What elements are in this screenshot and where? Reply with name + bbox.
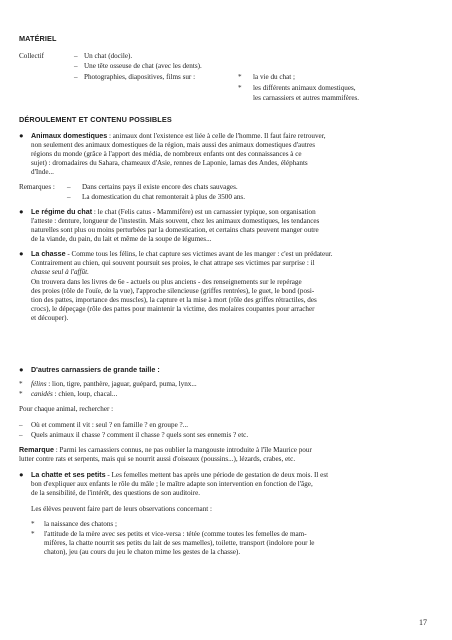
chasse-para-line: et découper).: [31, 314, 69, 322]
asterisk-marker: *: [19, 380, 23, 388]
materiel-item: Un chat (docile).: [84, 52, 133, 60]
question-item: Quels animaux il chasse ? comment il chasse ? quels sont ses ennemis ? etc.: [31, 431, 249, 439]
animaux-para-line: d'Inde...: [31, 168, 54, 176]
chasse-para-line: chasse seul à l'affût.: [31, 268, 89, 276]
observation-item: mifères, la chatte nourrit ses petits du lait de ses mamelles), toilette, transport (indolore pour le: [44, 539, 315, 547]
materiel-item: Une tête osseuse de chat (avec les dents).: [84, 62, 202, 70]
felins-line: félins : lion, tigre, panthère, jaguar, guépard, puma, lynx...: [31, 380, 197, 388]
pour-chaque-animal: Pour chaque animal, rechercher :: [19, 405, 114, 413]
asterisk-marker: *: [31, 530, 35, 538]
remarque2-line: lutter contre rats et serpents, mais qui se nourrit aussi d'oiseaux (poussins...), lézards, crabes, etc.: [19, 455, 296, 463]
chasse-para-line: tion des pattes, importance des muscles), la capture et la mise à mort (rôle des griffes rétractiles, des: [31, 296, 317, 304]
bullet-icon: ●: [19, 470, 24, 479]
materiel-heading: MATÉRIEL: [19, 34, 57, 43]
observation-item: la naissance des chatons ;: [44, 520, 117, 528]
chasse-para-line: On trouvera dans les livres de 6e - actuels ou plus anciens - des renseignements sur le repérage: [31, 278, 302, 286]
chatte-para-line: La chatte et ses petits - Les femelles mettent bas après une période de gestation de deux mois. Il est: [31, 471, 329, 479]
regime-para-line: Le régime du chat : le chat (Felis catus - Mammifère) est un carnassier typique, son organisation: [31, 208, 316, 216]
dash-marker: –: [19, 431, 23, 439]
page-number: 17: [419, 618, 427, 627]
dash-marker: –: [67, 193, 71, 201]
remarque-item: La domestication du chat remonterait à plus de 3500 ans.: [82, 193, 245, 201]
canides-line: canidés : chien, loup, chacal...: [31, 390, 118, 398]
bullet-icon: ●: [19, 207, 24, 216]
remarque2-line: Remarque : Parmi les carnassiers connus, ne pas oublier la mangouste introduite à l'île Maurice pour: [19, 446, 312, 454]
observation-item: l'attitude de la mère avec ses petits et vice-versa : tétée (comme toutes les femelles de mam-: [44, 530, 307, 538]
materiel-item: Photographies, diapositives, films sur :: [84, 73, 196, 81]
regime-para-line: l'atteste : denture, longueur de l'instestin. Mais souvent, chez les animaux domestiques, les tendances: [31, 217, 320, 225]
remarque-item: Dans certains pays il existe encore des chats sauvages.: [82, 183, 238, 191]
eleves-line: Les élèves peuvent faire part de leurs observations concernant :: [31, 505, 213, 513]
dash-marker: –: [74, 62, 78, 70]
remarque2-label: Remarque: [19, 446, 54, 454]
question-item: Où et comment il vit : seul ? en famille ? en groupe ?...: [31, 421, 189, 429]
asterisk-marker: *: [19, 390, 23, 398]
chatte-para-line: de la sensibilité, de l'intérêt, des questions de son auditoire.: [31, 489, 201, 497]
animaux-para-line: régions du monde (grâce à l'apport des média, de nombreux enfants ont des connaissances à ce: [31, 150, 302, 158]
chatte-lead: La chatte et ses petits: [31, 471, 106, 479]
chasse-para-line: crocs), le dépeçage (rôle des pattes pour maintenir la victime, des molaires coupantes pour arracher: [31, 305, 315, 313]
dash-marker: –: [74, 52, 78, 60]
bullet-icon: ●: [19, 249, 24, 258]
deroulement-heading: DÉROULEMENT ET CONTENU POSSIBLES: [19, 115, 172, 124]
dash-marker: –: [67, 183, 71, 191]
collectif-label: Collectif: [19, 52, 44, 60]
bullet-icon: ●: [19, 365, 24, 374]
dash-marker: –: [74, 73, 78, 81]
chasse-para-line: La chasse - Comme tous les félins, le chat capture ses victimes avant de les manger : c'est un prédateur.: [31, 250, 333, 258]
chasse-lead: La chasse: [31, 250, 66, 258]
animaux-para-line: non seulement des animaux domestiques de la région, mais aussi des animaux domestiques d'autres: [31, 141, 316, 149]
dash-marker: –: [19, 421, 23, 429]
bullet-icon: ●: [19, 131, 24, 140]
observation-item: chaton), jeu (au cours du jeu le chaton mime les gestes de la chasse).: [44, 548, 241, 556]
asterisk-marker: *: [238, 73, 242, 81]
materiel-sub-item: les carnassiers et autres mammifères.: [253, 94, 360, 102]
chasse-para-line: des proies (rôle de l'ouïe, de la vue), l'approche silencieuse (griffes rentrées), le guet, le bond (posi-: [31, 287, 315, 295]
asterisk-marker: *: [31, 520, 35, 528]
chasse-para-line: Contrairement au chien, qui souvent poursuit ses proies, le chat attrape ses victimes par surprise : il: [31, 259, 315, 267]
asterisk-marker: *: [238, 84, 242, 92]
chatte-para-line: bon d'expliquer aux enfants le rôle du mâle ; le maître adapte son intervention en fonction de l'âge,: [31, 480, 313, 488]
materiel-sub-item: la vie du chat ;: [253, 73, 296, 81]
regime-para-line: naturelles sont plus ou moins perturbées par la domestication, et certains chats peuvent manger outre: [31, 226, 319, 234]
animaux-lead: Animaux domestiques: [31, 132, 108, 140]
animaux-para-line: Animaux domestiques : animaux dont l'existence est liée à celle de l'homme. Il faut faire retrouver,: [31, 132, 326, 140]
regime-lead: Le régime du chat: [31, 208, 93, 216]
carnassiers-lead: D'autres carnassiers de grande taille :: [31, 366, 160, 374]
materiel-sub-item: les différents animaux domestiques,: [253, 84, 356, 92]
animaux-para-line: sujet) : dromadaires du Sahara, chameaux d'Asie, rennes de Laponie, lamas des Andes, éléphants: [31, 159, 308, 167]
regime-para-line: de la viande, du pain, du lait et même de la soupe de légumes...: [31, 235, 212, 243]
remarques-label: Remarques :: [19, 183, 55, 191]
